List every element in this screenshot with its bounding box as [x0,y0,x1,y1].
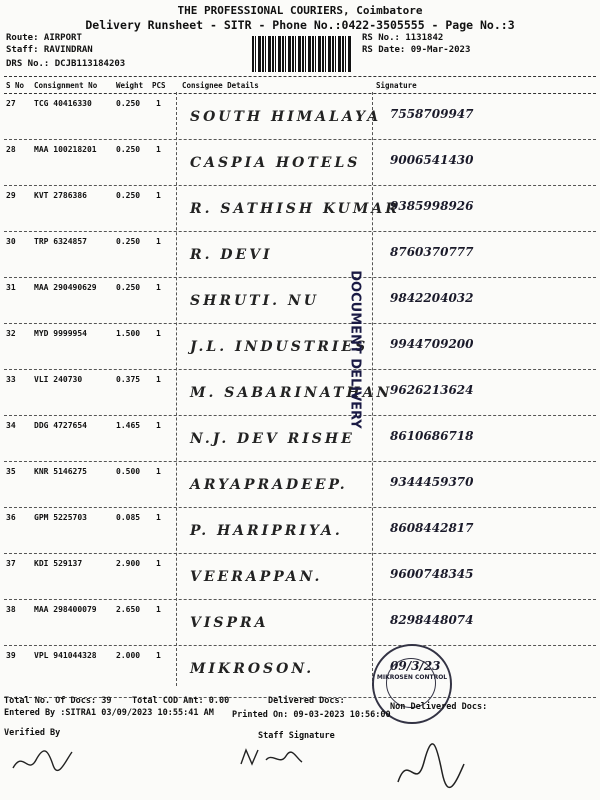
weight: 0.250 [116,99,141,108]
receiver-signature-mark [390,722,470,792]
weight: 1.465 [116,421,141,430]
barcode [252,36,352,72]
receiver-signature: 9944709200 [390,337,474,351]
delivered-docs: Delivered Docs: [268,696,345,706]
company-name: THE PROFESSIONAL COURIERS, Coimbatore [177,4,423,17]
weight: 0.085 [116,513,141,522]
consignment-no: MYD 9999954 [34,329,87,338]
staff-signature-mark [236,742,306,772]
pcs: 1 [156,145,161,154]
weight: 0.250 [116,145,141,154]
table-row [4,93,596,140]
verified-by: Verified By [4,728,61,738]
pcs: 1 [156,99,161,108]
consignment-no: MAA 290490629 [34,283,97,292]
weight: 2.000 [116,651,141,660]
sno: 29 [6,191,16,200]
consignment-no: DDG 4727654 [34,421,87,430]
runsheet-title: Delivery Runsheet - SITR - Phone No.:0422-3505555 - Page No.:3 [85,18,515,32]
company-seal: MIKROSEN CONTROL [372,644,452,724]
consignment-no: VPL 941044328 [34,651,97,660]
staff: Staff: RAVINDRAN [6,45,93,55]
consignment-no: VLI 240730 [34,375,83,384]
weight: 2.900 [116,559,141,568]
consignee-details: J.L. INDUSTRIES [190,339,369,355]
sno: 32 [6,329,16,338]
table-row [4,461,596,508]
receiver-signature: 9385998926 [390,199,474,213]
pcs: 1 [156,283,161,292]
consignee-details: R. DEVI [190,247,273,263]
receiver-signature: 8760370777 [390,245,474,259]
table-header [4,76,596,94]
consignee-details: VEERAPPAN. [190,569,323,585]
receiver-signature: 8608442817 [390,521,474,535]
non-delivered-docs: Non Delivered Docs: [390,702,488,712]
consignee-details: ARYAPRADEEP. [190,477,348,493]
sno: 39 [6,651,16,660]
table-row [4,553,596,600]
pcs: 1 [156,375,161,384]
weight: 0.375 [116,375,141,384]
pcs: 1 [156,513,161,522]
pcs: 1 [156,329,161,338]
total-docs: Total No. Of Docs: 39 [4,696,112,706]
pcs: 1 [156,237,161,246]
total-cod: Total COD Amt: 0.00 [132,696,230,706]
sno: 36 [6,513,16,522]
consignee-details: N.J. DEV RISHE [190,431,355,447]
sno: 37 [6,559,16,568]
pcs: 1 [156,651,161,660]
sno: 30 [6,237,16,246]
receiver-signature: 8610686718 [390,429,474,443]
table-row [4,231,596,278]
consignment-no: KDI 529137 [34,559,83,568]
consignee-details: M. SABARINATHAN [190,385,393,401]
rs-date: RS Date: 09-Mar-2023 [362,45,471,55]
receiver-signature: 9344459370 [390,475,474,489]
consignment-no: KVT 2786386 [34,191,87,200]
consignee-details: CASPIA HOTELS [190,155,361,171]
pcs: 1 [156,467,161,476]
weight: 0.250 [116,237,141,246]
sno: 28 [6,145,16,154]
col-consignment: Consignment No [34,81,98,90]
rs-number: RS No.: 1131842 [362,33,444,43]
pcs: 1 [156,605,161,614]
document-delivery-stamp: DOCUMENT DELIVERY [347,270,363,429]
receiver-signature: 09/3/23 [390,659,441,673]
staff-signature: Staff Signature [258,731,335,741]
verifier-signature-mark [8,740,78,780]
consignment-no: GPM 5225703 [34,513,87,522]
sno: 27 [6,99,16,108]
table-row [4,507,596,554]
weight: 1.500 [116,329,141,338]
weight: 2.650 [116,605,141,614]
weight: 0.250 [116,191,141,200]
table-row [4,369,596,416]
sno: 34 [6,421,16,430]
drs-number: DRS No.: DCJB113184203 [6,59,126,69]
pcs: 1 [156,191,161,200]
receiver-signature: 9842204032 [390,291,474,305]
consignment-no: MAA 298400079 [34,605,97,614]
weight: 0.500 [116,467,141,476]
entered-by: Entered By :SITRA1 03/09/2023 10:55:41 AM [4,708,214,718]
col-pcs: PCS [152,81,166,90]
table-row [4,277,596,324]
consignee-details: SHRUTI. NU [190,293,319,309]
consignee-details: VISPRA [190,615,269,631]
weight: 0.250 [116,283,141,292]
sno: 31 [6,283,16,292]
col-consignee: Consignee Details [182,81,259,90]
route: Route: AIRPORT [6,33,82,43]
sno: 35 [6,467,16,476]
sno: 33 [6,375,16,384]
receiver-signature: 7558709947 [390,107,474,121]
col-weight: Weight [116,81,144,90]
consignment-no: KNR 5146275 [34,467,87,476]
consignee-details: MIKROSON. [190,661,315,677]
col-sno: S No [6,81,25,90]
receiver-signature: 9600748345 [390,567,474,581]
consignment-no: TRP 6324857 [34,237,87,246]
table-row [4,599,596,646]
pcs: 1 [156,421,161,430]
consignment-no: MAA 100218201 [34,145,97,154]
table-row [4,645,596,698]
consignee-details: P. HARIPRIYA. [190,523,343,539]
receiver-signature: 9006541430 [390,153,474,167]
table-row [4,139,596,186]
consignee-details: SOUTH HIMALAYA [190,109,382,125]
pcs: 1 [156,559,161,568]
consignment-no: TCG 40416330 [34,99,92,108]
table-row [4,185,596,232]
printed-on: Printed On: 09-03-2023 10:56:00 [232,710,391,720]
table-row [4,415,596,462]
table-row [4,323,596,370]
col-signature: Signature [376,81,417,90]
sno: 38 [6,605,16,614]
receiver-signature: 9626213624 [390,383,474,397]
consignee-details: R. SATHISH KUMAR [190,201,400,217]
receiver-signature: 8298448074 [390,613,474,627]
